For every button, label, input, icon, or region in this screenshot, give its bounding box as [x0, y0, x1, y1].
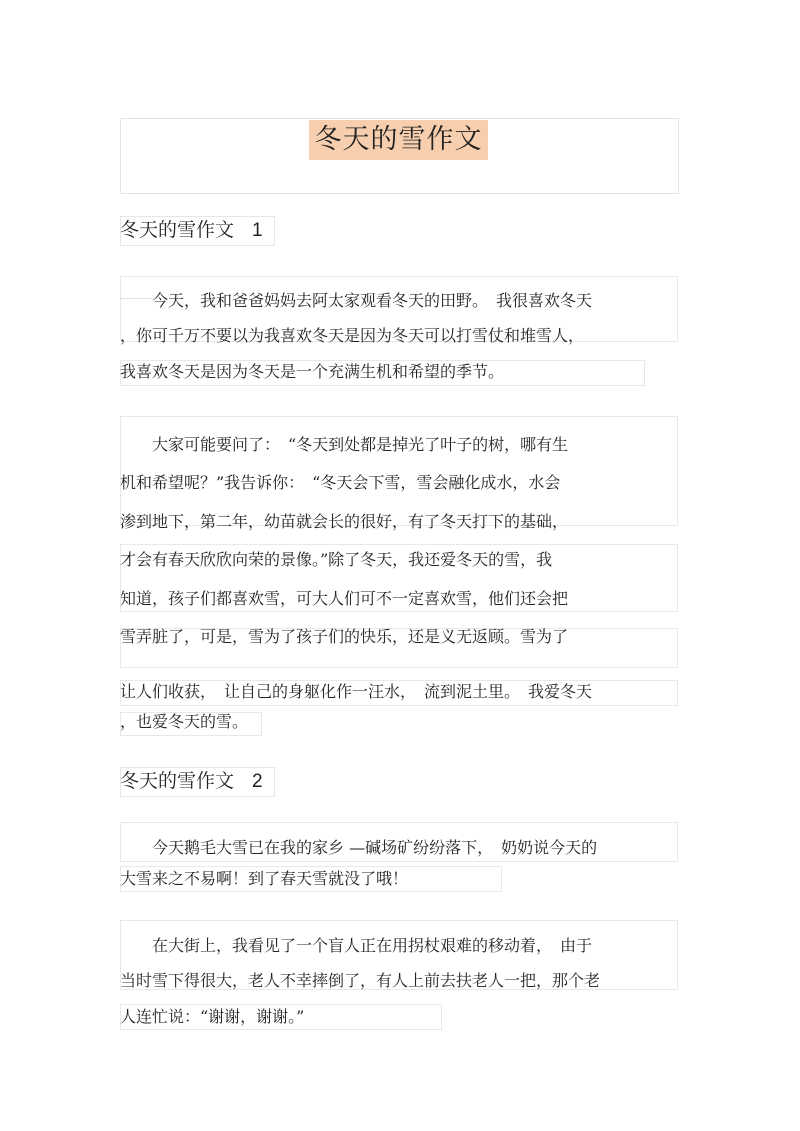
- section-1-heading: [120, 216, 263, 245]
- paragraph-line: 人连忙说：“谢谢，谢谢。”: [120, 1007, 305, 1026]
- paragraph-line: 才会有春天欣欣向荣的景像。”除了冬天，我还爱冬天的雪，我: [120, 550, 553, 569]
- section-2-heading: [120, 767, 263, 796]
- paragraph-line: 让人们收获， 让自己的身躯化作一汪水， 流到泥土里。 我爱冬天: [120, 682, 593, 701]
- paragraph-line: 雪弄脏了，可是，雪为了孩子们的快乐，还是义无返顾。雪为了: [120, 627, 569, 646]
- paragraph-line: 知道，孩子们都喜欢雪，可大人们可不一定喜欢雪，他们还会把: [120, 589, 569, 608]
- paragraph-line: 今天鹅毛大雪已在我的家乡 —碱场矿纷纷落下， 奶奶说今天的: [120, 838, 598, 857]
- paragraph-line: ，也爱冬天的雪。: [120, 712, 249, 731]
- paragraph-line: 大雪来之不易啊！到了春天雪就没了哦！: [120, 869, 409, 888]
- paragraph-line: 机和希望呢？”我告诉你： “冬天会下雪，雪会融化成水，水会: [120, 473, 561, 492]
- paragraph-line: 渗到地下，第二年，幼苗就会长的很好，有了冬天打下的基础，: [120, 512, 569, 531]
- paragraph-line: 大家可能要问了： “冬天到处都是掉光了叶子的树，哪有生: [120, 435, 569, 454]
- section-2-heading-text: 冬天的雪作文: [120, 770, 235, 792]
- paragraph-line: 当时雪下得很大，老人不幸摔倒了，有人上前去扶老人一把，那个老: [120, 971, 601, 990]
- section-1-heading-text: 冬天的雪作文: [120, 219, 235, 241]
- section-1-heading-number: 1: [252, 220, 263, 241]
- document-title: 冬天的雪作文: [309, 120, 488, 160]
- paragraph-line: 在大街上，我看见了一个盲人正在用拐杖艰难的移动着， 由于: [120, 936, 593, 955]
- paragraph-line: ，你可千万不要以为我喜欢冬天是因为冬天可以打雪仗和堆雪人，: [120, 326, 585, 345]
- paragraph-line: 今天，我和爸爸妈妈去阿太家观看冬天的田野。 我很喜欢冬天: [120, 291, 593, 310]
- paragraph-line: 我喜欢冬天是因为冬天是一个充满生机和希望的季节。: [120, 362, 505, 381]
- section-2-heading-number: 2: [252, 771, 263, 792]
